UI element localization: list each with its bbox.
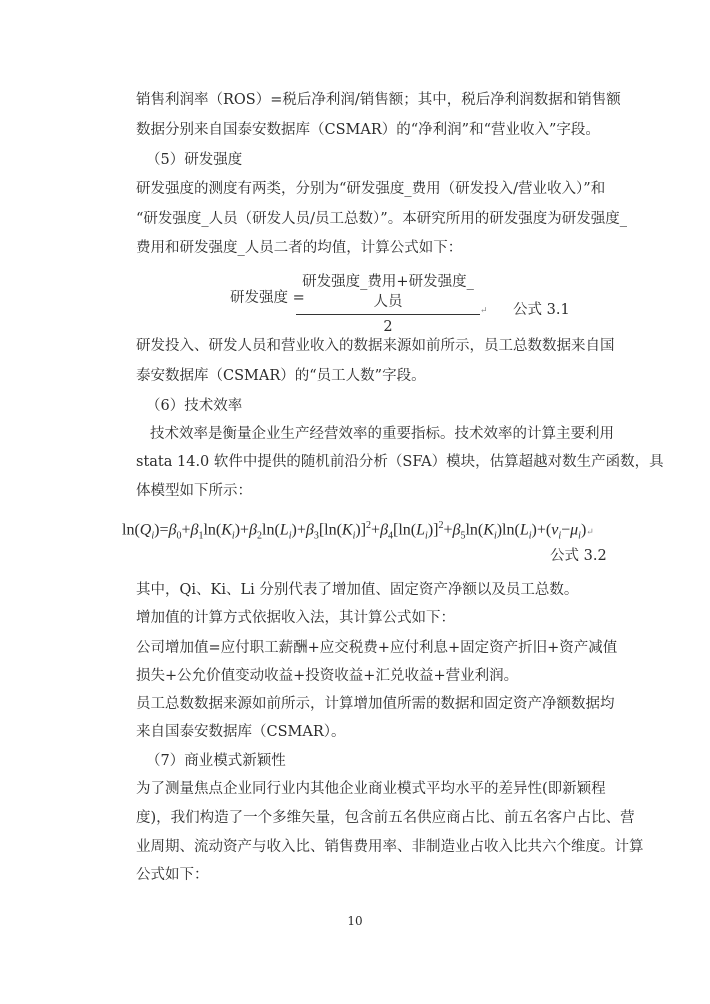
section-heading-7: （7）商业模式新颖性: [146, 753, 286, 769]
paragraph-line: 损失+公允价值变动收益+投资收益+汇兑收益+营业利润。: [136, 668, 519, 684]
paragraph-line: 研发投入、研发人员和营业收入的数据来源如前所示，员工总数数据来自国: [136, 338, 615, 354]
formula-fraction: [296, 272, 480, 336]
paragraph-line: 度)，我们构造了一个多维矢量，包含前五名供应商占比、前五名客户占比、营: [136, 810, 635, 826]
formula-lhs: 研发强度 =: [230, 290, 305, 306]
paragraph-line: 来自国泰安数据库（CSMAR）。: [136, 724, 346, 740]
section-heading-5: （5）研发强度: [146, 152, 243, 168]
paragraph-line: 公式如下：: [136, 867, 209, 883]
paragraph-line: 体模型如下所示：: [136, 483, 252, 499]
paragraph-line: 其中，Qi、Ki、Li 分别代表了增加值、固定资产净额以及员工总数。: [136, 582, 579, 598]
paragraph-line: 员工总数数据来源如前所示，计算增加值所需的数据和固定资产净额数据均: [136, 696, 615, 712]
formula-numerator: 研发强度_费用+研发强度_人员: [302, 274, 474, 310]
paragraph-line: 技术效率是衡量企业生产经营效率的重要指标。技术效率的计算主要利用: [150, 426, 614, 442]
fraction-bar: [296, 314, 480, 315]
paragraph-line: stata 14.0 软件中提供的随机前沿分析（SFA）模块，估算超越对数生产函数，具: [136, 454, 664, 470]
paragraph-line: 为了测量焦点企业同行业内其他企业商业模式平均水平的差异性(即新颖程: [136, 781, 606, 797]
paragraph-line: 泰安数据库（CSMAR）的“员工人数”字段。: [136, 368, 426, 384]
formula-denominator: 2: [383, 319, 393, 335]
paragraph-line: 业周期、流动资产与收入比、销售费用率、非制造业占收入比共六个维度。计算: [136, 839, 644, 855]
paragraph-line: 费用和研发强度_人员二者的均值，计算公式如下：: [136, 240, 463, 256]
paragraph-line: 增加值的计算方式依据收入法，其计算公式如下：: [136, 610, 455, 626]
paragraph-mark-icon: ↵: [480, 306, 488, 316]
paragraph-line: “研发强度_人员（研发人员/员工总数）”。本研究所用的研发强度为研发强度_: [136, 211, 627, 227]
paragraph-line: 公司增加值=应付职工薪酬+应交税费+应付利息+固定资产折旧+资产减值: [136, 640, 618, 656]
paragraph-line: 销售利润率（ROS）=税后净利润/销售额；其中，税后净利润数据和销售额: [136, 92, 621, 108]
equation-number: 公式 3.2: [550, 548, 607, 564]
page-number: 10: [347, 914, 363, 928]
paragraph-line: 研发强度的测度有两类，分别为“研发强度_费用（研发投入/营业收入）”和: [136, 181, 606, 197]
formula-3-2: $\ln(Q_i)=\beta_0+\beta_1\ln(K_i)+\beta_2\ln(L_i)+\beta_3[\ln(K_i)]^2+\beta_4[\ln(L_i)]^2+\beta_5\ln(K_i)\ln(L_i)+(\nu_i-\mu_i)↵$: [122, 520, 594, 542]
section-heading-6: （6）技术效率: [146, 398, 243, 414]
formula-3-1: [230, 272, 590, 335]
equation-number: 公式 3.1: [513, 302, 570, 318]
paragraph-line: 数据分别来自国泰安数据库（CSMAR）的“净利润”和“营业收入”字段。: [136, 122, 600, 138]
